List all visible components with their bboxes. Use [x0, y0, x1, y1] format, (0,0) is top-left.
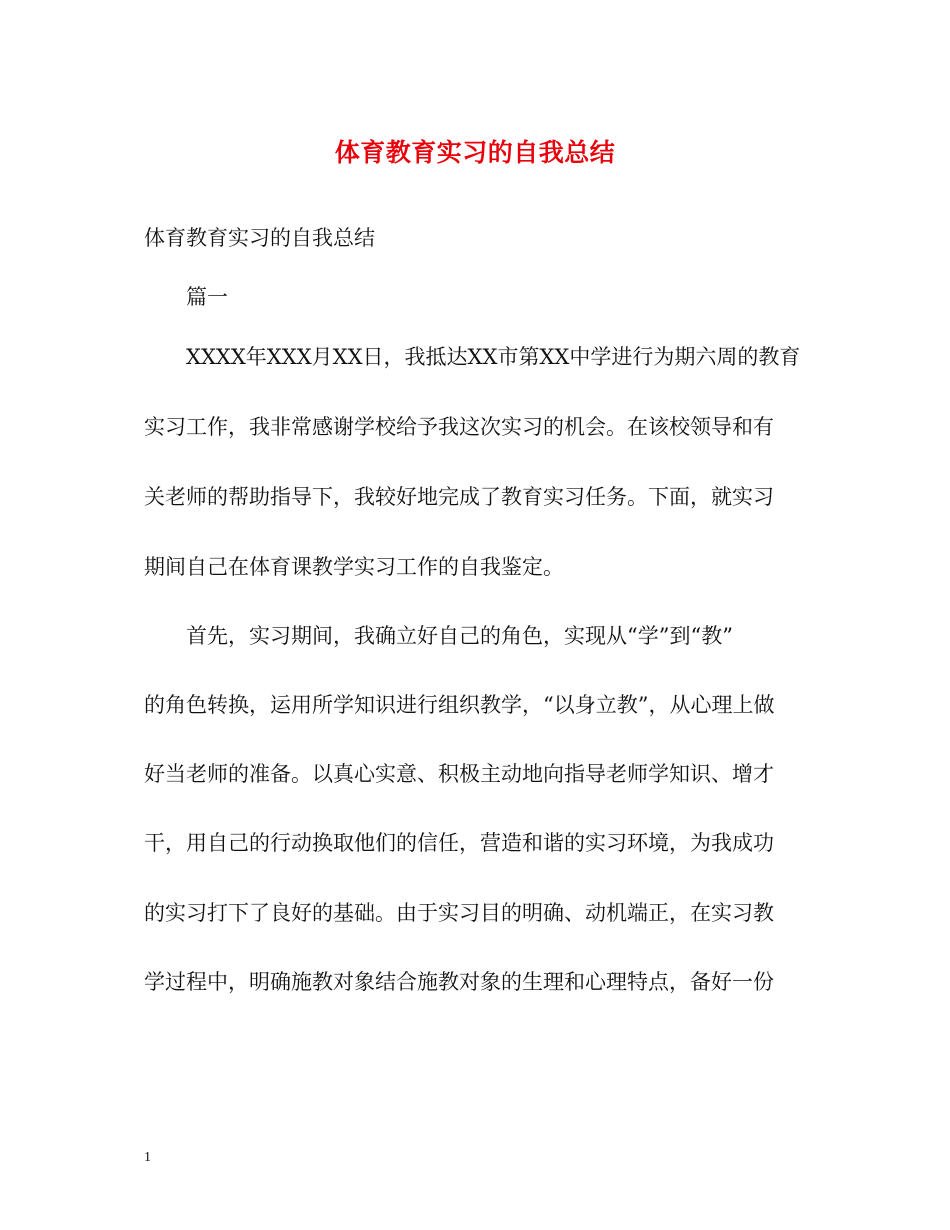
paragraph-line: 学过程中，明确施教对象结合施教对象的生理和心理特点，备好一份	[144, 970, 774, 994]
paragraph-line: XXXX年XXX月XX日，我抵达XX市第XX中学进行为期六周的教育	[186, 345, 801, 369]
paragraph-line: 首先，实习期间，我确立好自己的角色，实现从“学”到“教”	[186, 624, 733, 648]
paragraph-line: 干，用自己的行动换取他们的信任，营造和谐的实习环境，为我成功	[144, 831, 774, 855]
page-number: 1	[144, 1150, 151, 1165]
paragraph-line: 的角色转换，运用所学知识进行组织教学，“以身立教”，从心理上做	[144, 693, 775, 717]
paragraph-line: 实习工作，我非常感谢学校给予我这次实习的机会。在该校领导和有	[144, 415, 774, 439]
paragraph-line: 好当老师的准备。以真心实意、积极主动地向指导老师学知识、增才	[144, 762, 774, 786]
paragraph-line: 的实习打下了良好的基础。由于实习目的明确、动机端正，在实习教	[144, 901, 774, 925]
document-title: 体育教育实习的自我总结	[334, 138, 616, 167]
paragraph-line: 关老师的帮助指导下，我较好地完成了教育实习任务。下面，就实习	[144, 485, 774, 509]
document-subtitle: 体育教育实习的自我总结	[144, 226, 375, 250]
section-label: 篇一	[186, 285, 228, 309]
paragraph-line: 期间自己在体育课教学实习工作的自我鉴定。	[144, 555, 564, 579]
